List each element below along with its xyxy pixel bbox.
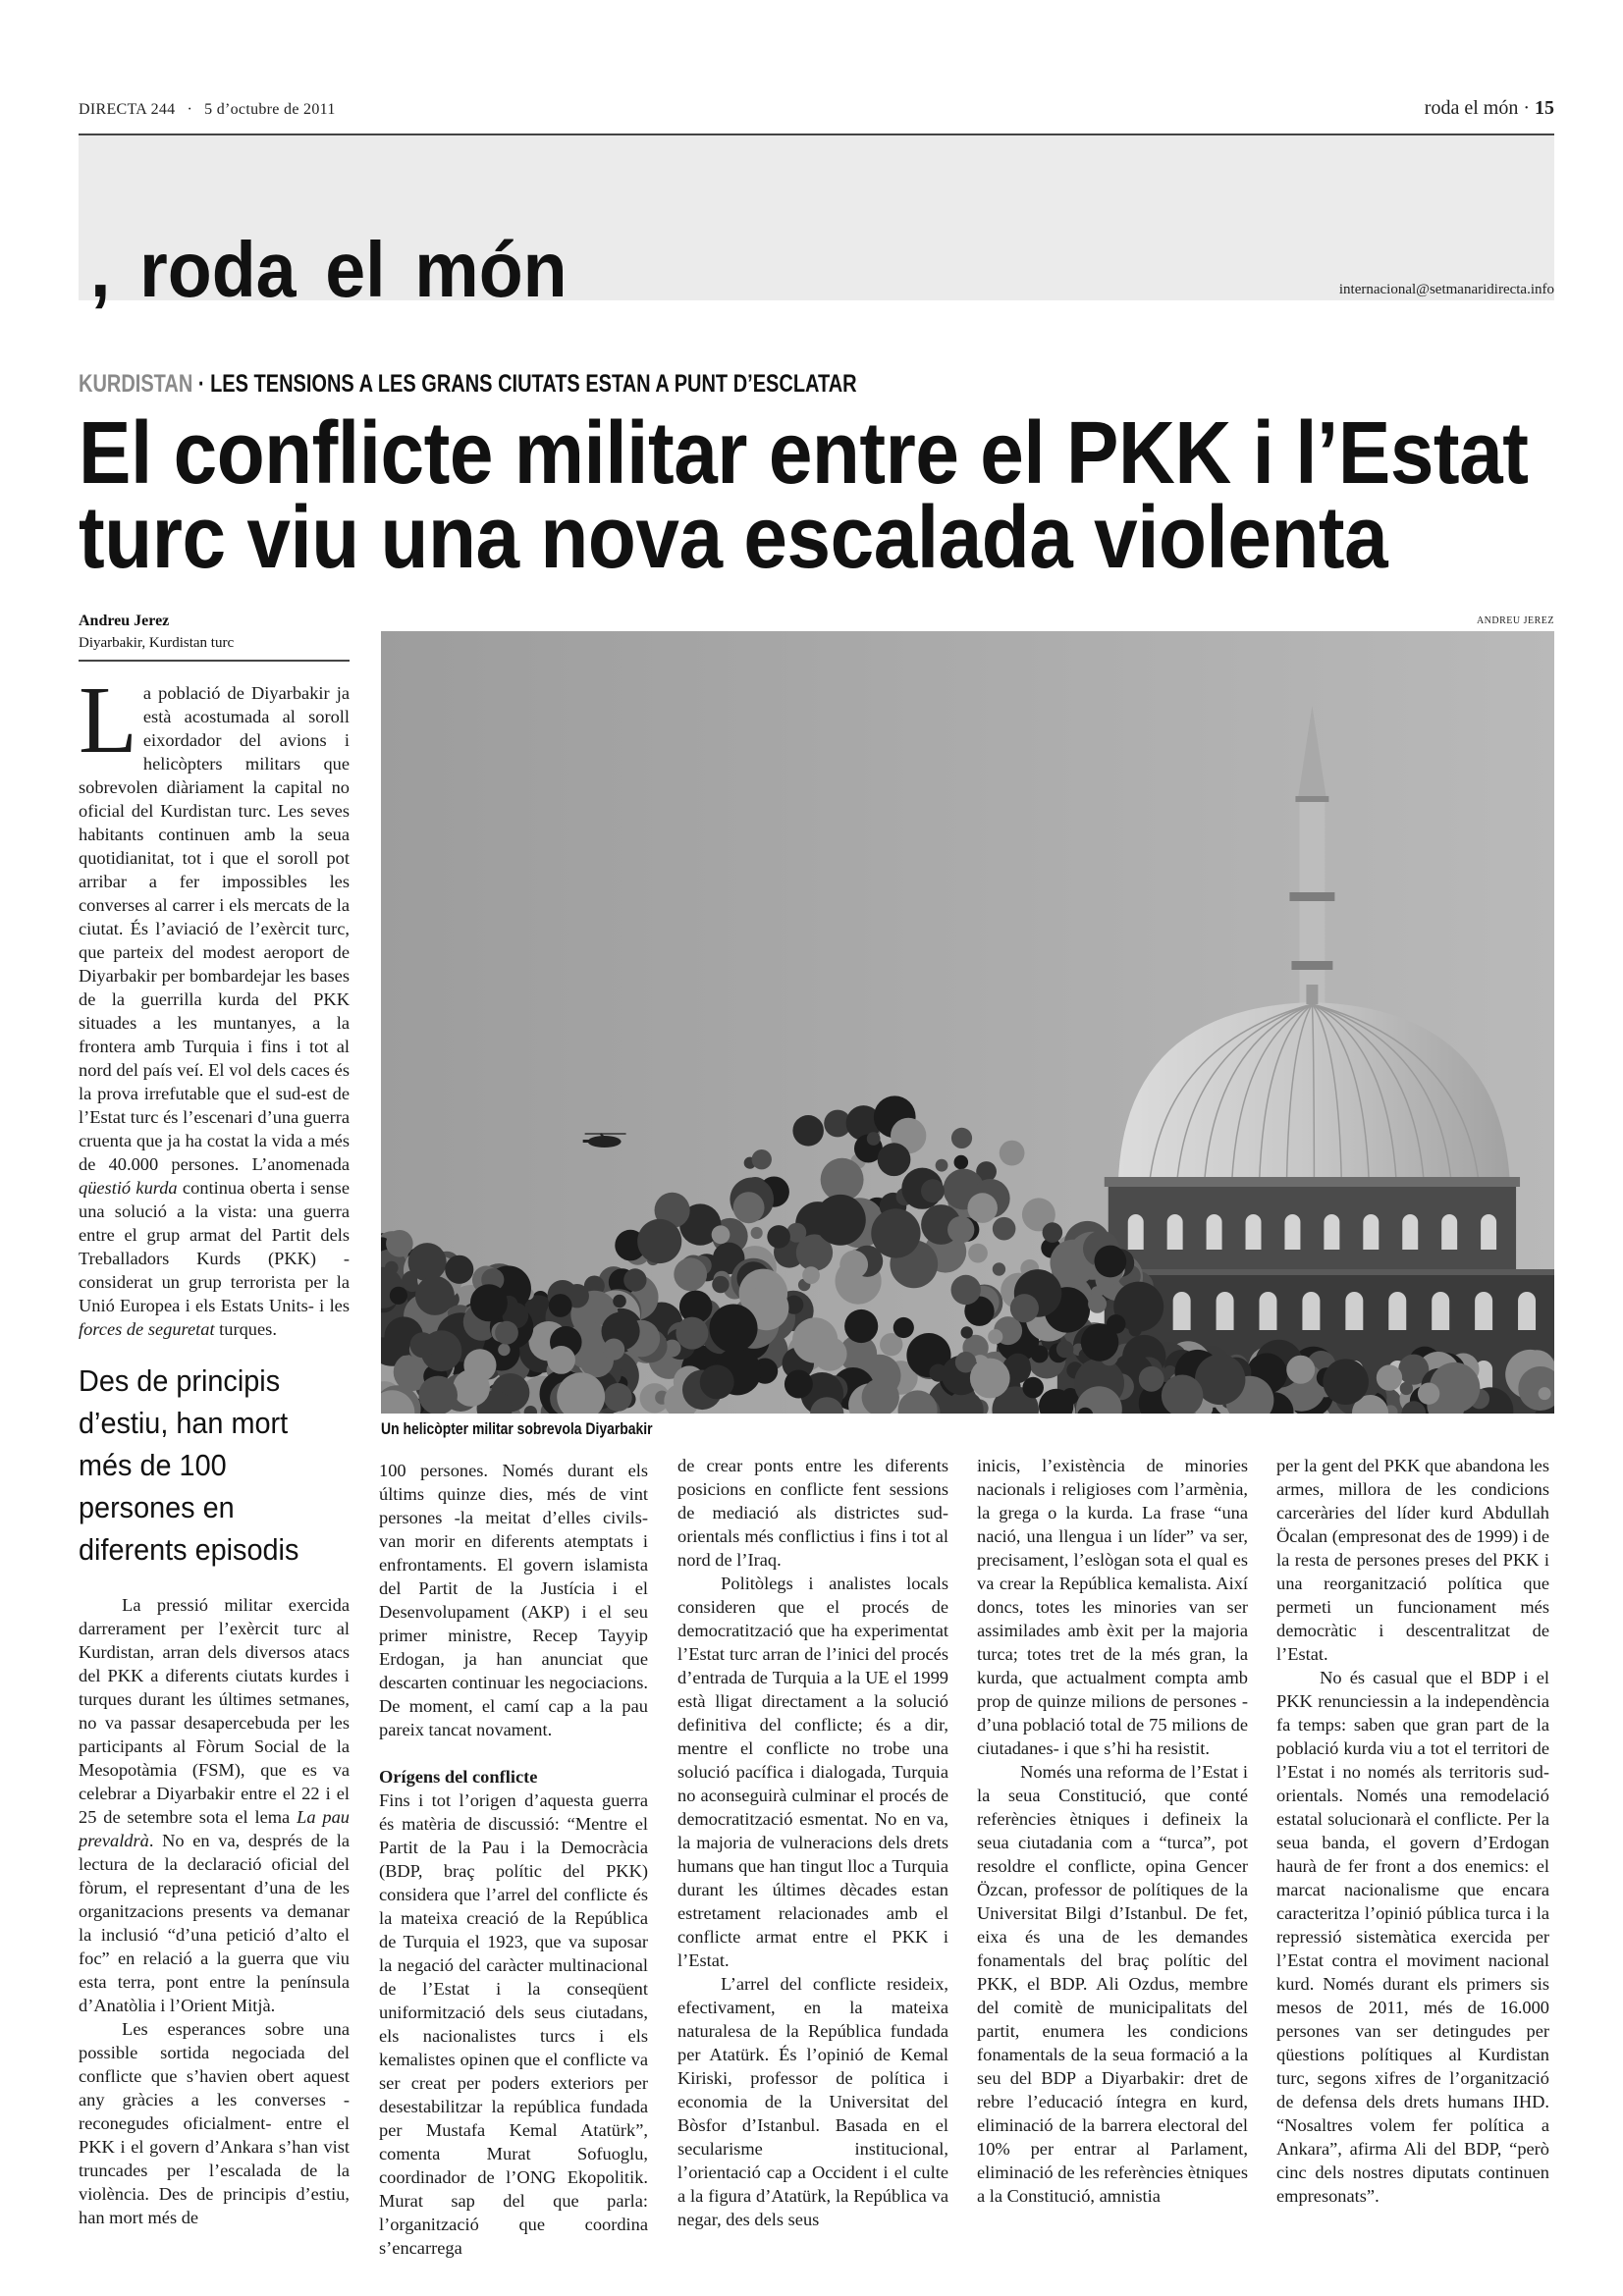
- text-run: de crear ponts entre les diferents posicions en conflicte fent sessions de mediació als districtes sud-orientals més conflictius i fins i tot al nord de l’Iraq.: [677, 1456, 948, 1570]
- text-run: L’arrel del conflicte resideix, efectivament, en la mateixa naturalesa de la República fundada per Atatürk. És l’opinió de Kemal Kiriski, professor de política i economia de la Universitat del Bòsfor d’Istanbul. Basada en el secularisme institucional, l’orientació cap a Occident i el culte a la figura d’Atatürk, la República va negar, des dels seus: [677, 1974, 948, 2229]
- foliage: [549, 1294, 572, 1317]
- running-header-left: [79, 101, 336, 119]
- foliage: [712, 1225, 730, 1244]
- issue-date: 5 d’octubre de 2011: [204, 101, 336, 118]
- foliage: [951, 1275, 981, 1305]
- foliage: [1323, 1359, 1369, 1405]
- photo-credit: ANDREU JEREZ: [1476, 615, 1554, 626]
- text-run: La pressió militar exercida darrerament per l’exèrcit turc al Kurdistan, arran dels diversos atacs del PKK a diferents ciutats kurdes i turques durant les últimes setmanes, no va passar desapercebuda per les participants al Fòrum Social de la Mesopotàmia (FSM), que es va celebrar a Diyarbakir entre el 22 i el 25 de setembre sota el lema: [79, 1595, 350, 1827]
- foliage: [993, 1217, 1016, 1241]
- article-column-4: [977, 1454, 1248, 2208]
- foliage: [1400, 1382, 1413, 1395]
- foliage: [1088, 1295, 1107, 1313]
- foliage: [623, 1268, 646, 1291]
- foliage: [1056, 1341, 1074, 1359]
- paragraph: [379, 1789, 648, 2260]
- kicker-text: LES TENSIONS A LES GRANS CIUTATS ESTAN A PUNT D’ESCLATAR: [210, 370, 857, 398]
- foliage: [408, 1243, 447, 1281]
- text-run: Politòlegs i analistes locals consideren que el procés de democratització que ha experimentat l’Estat turc arran de l’inici del procés d’entrada de Turquia a la UE el 1999 està lligat directament a la solució definitiva del conflicte; és a dir, mentre el conflicte no trobe una solució pacífica i dialogada, Turquia no aconseguirà culminar el procés de democratització esmentat. No en va, la majoria de vulneracions dels drets humans que han tingut lloc a Turquia durant les últimes dècades estan estretament relacionades amb el conflicte armat entre el PKK i l’Estat.: [677, 1574, 948, 1970]
- italic-text: forces de seguretat: [79, 1319, 215, 1339]
- foliage: [676, 1317, 708, 1350]
- foliage: [709, 1305, 757, 1353]
- page-number: 15: [1535, 97, 1554, 119]
- foliage: [767, 1225, 790, 1249]
- foliage: [1286, 1356, 1315, 1384]
- foliage: [637, 1219, 681, 1263]
- text-run: turques.: [214, 1319, 277, 1339]
- pull-quote: [79, 1360, 363, 1571]
- italic-text: La pau prevaldrà: [79, 1807, 350, 1850]
- foliage: [674, 1257, 707, 1291]
- foliage: [603, 1339, 624, 1361]
- foliage: [1000, 1141, 1025, 1166]
- article-column-2: [379, 1459, 648, 2260]
- window: [1402, 1214, 1418, 1250]
- window: [1432, 1292, 1449, 1330]
- byline: [79, 611, 350, 662]
- text-run: Les esperances sobre una possible sortida negociada del conflicte que s’havien obert aquest any gràcies a les converses -reconegudes oficialment- entre el PKK i el govern d’Ankara s’han vist truncades per l’escalada de la violència. Des de principis d’estiu, han mort més de: [79, 2019, 350, 2227]
- window: [1324, 1214, 1339, 1250]
- headline-line: El conflicte militar entre el PKK i l’Estat: [79, 404, 1529, 503]
- paragraph: [677, 1572, 948, 1972]
- foliage: [867, 1132, 881, 1146]
- window: [1302, 1292, 1320, 1330]
- headline: [79, 404, 1529, 587]
- window: [1260, 1292, 1277, 1330]
- drum: [1105, 1177, 1520, 1275]
- text-run: a població de Diyarbakir ja està acostumada al soroll eixordador del avions i helicòpters militars que sobrevolen diàriament la capital no oficial del Kurdistan turc. Les seves habitants continuen amb la seua quotidianitat, tot i que el soroll pot arribar a fer impossibles les converses al carrer i els mercats de la ciutat. És l’aviació de l’exèrcit turc, que parteix del modest aeroport de Diyarbakir per bombardejar les bases de la guerrilla kurda del PKK situades a les muntanyes, a la frontera amb Turquia i fins i tot al nord del país veí. El vol dels caces és la prova irrefutable que el sud-est de l’Estat turc és l’escenari d’una guerra cruenta que ja ha costat la vida a més de 40.000 persones. L’anomenada: [79, 683, 350, 1174]
- window: [1345, 1292, 1363, 1330]
- window: [1388, 1292, 1406, 1330]
- text-run: 100 persones. Només durant els últims quinze dies, més de vint persones -la meitat d’elles civils- van morir en diferents atemptats i enfrontaments. El govern islamista del Partit de la Justícia i el Desenvolupament (AKP) i el seu primer ministre, Recep Tayyip Erdogan, ja han anunciat que descarten continuar les negociacions. De moment, el camí cap a la pau pareix tancat novament.: [379, 1461, 648, 1739]
- drop-cap: L: [79, 667, 137, 774]
- window: [1481, 1214, 1496, 1250]
- foliage: [792, 1115, 824, 1147]
- text-run: continua oberta i sense una solució a la vista: una guerra entre el grup armat del Partit dels Treballadors Kurds (PKK) -considerat un grup terrorista per la Unió Europea i els Estats Units- i les: [79, 1178, 350, 1315]
- author-name: Andreu Jerez: [79, 613, 170, 629]
- pull-quote-line: diferents episodis: [79, 1532, 299, 1567]
- foliage: [1094, 1246, 1126, 1278]
- photo-caption: Un helicòpter militar sobrevola Diyarbakir: [381, 1419, 653, 1438]
- window: [1128, 1214, 1144, 1250]
- foliage: [802, 1266, 820, 1284]
- foliage: [613, 1295, 626, 1308]
- foliage: [712, 1276, 729, 1293]
- pull-quote-line: més de 100: [79, 1448, 227, 1482]
- dateline-location: Diyarbakir, Kurdistan turc: [79, 635, 235, 651]
- paragraph: [977, 1454, 1248, 1760]
- foliage: [1539, 1387, 1551, 1400]
- foliage: [968, 1244, 988, 1263]
- foliage: [947, 1216, 974, 1243]
- foliage: [954, 1155, 969, 1170]
- foliage: [1139, 1366, 1164, 1392]
- foliage: [1043, 1222, 1063, 1243]
- paragraph: [677, 1454, 948, 1572]
- text-run: Només una reforma de l’Estat i la seua Constitució, que conté referències ètniques i defineix la seua ciutadania com a “turca”, pot resoldre el conflicte, opina Gencer Özcan, professor de polítiques de la Universitat Bilgi d’Istanbul. De fet, eixa és una de les demandes fonamentals del braç polític del PKK, el BDP. Ali Ozdus, membre del comitè de municipalitats del partit, enumera les condicions fonamentals de la seua formació a la seu del BDP a Diyarbakir: dret de rebre l’educació íntegra en kurd, eliminació de la barrera electoral del 10% per entrar al Parlament, eliminació de les referències ètniques a la Constitució, amnistia: [977, 1762, 1248, 2206]
- window: [1217, 1292, 1234, 1330]
- subheading: Orígens del conflicte: [379, 1767, 538, 1787]
- foliage: [921, 1179, 945, 1202]
- paragraph: [79, 2017, 350, 2229]
- article-column-intro: [79, 667, 350, 1341]
- window: [1207, 1214, 1222, 1250]
- foliage: [993, 1262, 1005, 1275]
- foliage: [495, 1321, 518, 1345]
- foliage: [604, 1383, 632, 1412]
- foliage: [839, 1251, 868, 1279]
- article-column-1: [79, 1593, 350, 2229]
- text-run: per la gent del PKK que abandona les armes, millora de les condicions carceràries del líder kurd Abdullah Öcalan (empresonat des de 1999) i de la resta de persones preses del PKK i una reorganització política que permeti un funcionament més democràtic i descentralitzat de l’Estat.: [1276, 1456, 1549, 1664]
- pull-quote-line: d’estiu, han mort: [79, 1406, 289, 1440]
- foliage: [961, 1326, 973, 1338]
- window: [1518, 1292, 1536, 1330]
- section-email: internacional@setmanaridirecta.info: [1338, 282, 1554, 297]
- foliage: [844, 1309, 878, 1343]
- paragraph: [1276, 1666, 1549, 2208]
- foliage: [751, 1227, 763, 1239]
- window: [1363, 1214, 1379, 1250]
- running-header-right: [1425, 97, 1554, 120]
- foliage: [878, 1143, 911, 1176]
- foliage: [988, 1329, 1002, 1344]
- paragraph: [79, 1593, 350, 2017]
- text-run: inicis, l’existència de minories nacionals i religioses com l’armènia, la grega o la kurda. La frase “una nació, una llengua i un líder” va ser, precisament, l’eslògan sota el qual es va crear la República kemalista. Així doncs, totes les minories van ser assimilades amb èxit per la majoria turca; totes tret de la més gran, la kurda, que actualment compta amb prop de quinze milions de persones -d’una població total de 75 milions de ciutadanes- i que s’hi ha resistit.: [977, 1456, 1248, 1758]
- foliage: [792, 1317, 838, 1362]
- window: [1246, 1214, 1262, 1250]
- window: [1441, 1214, 1457, 1250]
- text-run: . No en va, després de la lectura de la declaració oficial del fòrum, el representant d’una de les organitzacions presents va demanar la inclusió “d’una petició d’alto el foc” en relació a la guerra que viu esta terra, pont entre la península d’Anatòlia i l’Orient Mitjà.: [79, 1831, 350, 2015]
- foliage: [390, 1287, 407, 1305]
- pull-quote-line: persones en: [79, 1490, 235, 1524]
- text-run: Fins i tot l’origen d’aquesta guerra és matèria de discussió: “Mentre el Partit de la Pau i la Democràcia (BDP, braç polític del PKK) considera que l’arrel del conflicte és la mateixa creació de la República de Turquia el 1923, que va suposar la negació del caràcter multinacional de l’Estat i la conseqüent uniformització dels seus ciutadans, els nacionalistes turcs i els kemalistes opinen que el conflicte va ser creat per poders exteriors per desestabilitzar la república fundada per Mustafa Kemal Atatürk”, comenta Murat Sofuoglu, coordinador de l’ONG Ekopolitik. Murat sap del que parla: l’organització que coordina s’encarrega: [379, 1790, 648, 2258]
- foliage: [967, 1193, 998, 1223]
- text-run: No és casual que el BDP i el PKK renunciessin a la independència fa temps: saben que gran part de la població kurda viu a tot el territori de l’Estat i no només als territoris sud-orientals. Només una remodelació estatal solucionarà el conflicte. Per la seua banda, el govern d’Erdogan haurà de fer front a dos enemics: el marcat nacionalisme que encara caracteritza l’opinió pública turca i la repressió sistemàtica exercida per l’Estat contra el moviment nacional kurd. Només durant els primers sis mesos de 2011, més de 16.000 persones van ser detingudes per qüestions polítiques al Kurdistan turc, segons xifres de l’organització de defensa dels drets humans IHD. “Nosaltres volem fer política a Ankara”, afirma Ali del BDP, “però cinc dels nostres diputats continuen empresonats”.: [1276, 1668, 1549, 2206]
- paragraph: [1276, 1454, 1549, 1666]
- mosque-photo-illustration: [381, 631, 1554, 1414]
- window: [1284, 1214, 1300, 1250]
- article-photo: [381, 631, 1554, 1414]
- foliage: [1418, 1383, 1439, 1405]
- foliage: [893, 1317, 914, 1338]
- kicker-separator: ·: [192, 370, 211, 398]
- foliage: [936, 1159, 948, 1172]
- foliage: [547, 1346, 575, 1374]
- foliage: [498, 1344, 510, 1356]
- paragraph: [79, 667, 350, 1341]
- paragraph: [977, 1760, 1248, 2208]
- article-column-3: [677, 1454, 948, 2231]
- foliage: [1022, 1377, 1044, 1399]
- foliage: [445, 1255, 473, 1284]
- foliage: [465, 1372, 489, 1396]
- foliage: [1081, 1323, 1119, 1362]
- foliage: [418, 1376, 458, 1414]
- foliage: [700, 1364, 734, 1399]
- foliage: [1010, 1294, 1039, 1322]
- foliage: [784, 1370, 813, 1399]
- headline-line: turc viu una nova escalada violenta: [79, 489, 1388, 587]
- foliage: [733, 1192, 765, 1223]
- foliage: [1377, 1364, 1402, 1390]
- foliage: [752, 1149, 772, 1169]
- article-column-5: [1276, 1454, 1549, 2208]
- window: [1167, 1214, 1183, 1250]
- kicker-topic: KURDISTAN: [79, 370, 193, 398]
- section-title: , roda el món: [90, 226, 568, 313]
- kicker: [79, 371, 857, 397]
- window: [1475, 1292, 1492, 1330]
- page-separator: ·: [1518, 97, 1535, 119]
- publication-name: DIRECTA 244: [79, 101, 176, 118]
- pull-quote-line: Des de principis: [79, 1363, 281, 1398]
- foliage: [815, 1195, 866, 1246]
- section-name: roda el món: [1424, 97, 1519, 119]
- foliage: [929, 1364, 947, 1382]
- foliage: [410, 1332, 436, 1358]
- foliage: [386, 1230, 413, 1257]
- foliage: [415, 1276, 455, 1315]
- header-separator: ·: [187, 101, 193, 118]
- window: [1173, 1292, 1191, 1330]
- paragraph: [379, 1459, 648, 1741]
- italic-text: qüestió kurda: [79, 1178, 178, 1198]
- foliage: [951, 1128, 972, 1148]
- foliage: [470, 1284, 508, 1321]
- paragraph: [677, 1972, 948, 2231]
- foliage: [1031, 1345, 1049, 1362]
- foliage: [970, 1359, 1010, 1399]
